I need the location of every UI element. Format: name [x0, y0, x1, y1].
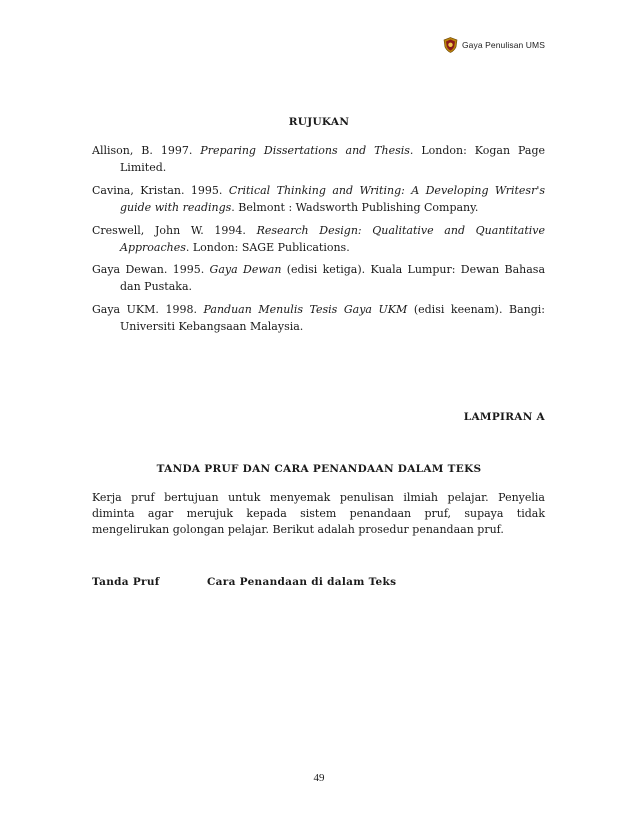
header-title: Gaya Penulisan UMS [461, 40, 545, 50]
page-header [443, 37, 545, 53]
reference-line: Gaya Dewan. 1995. Gaya Dewan (edisi ketiga). Kuala Lumpur: Dewan Bahasa [92, 263, 545, 276]
page-number: 49 [313, 772, 325, 784]
lampiran-title: TANDA PRUF DAN CARA PENANDAAN DALAM TEKS [156, 463, 482, 475]
reference-line: Allison, B. 1997. Preparing Dissertations and Thesis. London: Kogan Page [92, 144, 545, 157]
reference-continuation: Universiti Kebangsaan Malaysia. [120, 320, 304, 333]
reference-entry [92, 301, 545, 335]
paragraph-line: Kerja pruf bertujuan untuk menyemak penulisan ilmiah pelajar. Penyelia [92, 491, 545, 504]
intro-paragraph [92, 490, 545, 538]
reference-line: Gaya UKM. 1998. Panduan Menulis Tesis Gaya UKM (edisi keenam). Bangi: [92, 303, 545, 316]
reference-continuation: guide with readings. Belmont : Wadsworth Publishing Company. [120, 201, 479, 214]
lampiran-label: LAMPIRAN A [463, 411, 545, 423]
reference-entry [92, 182, 545, 216]
reference-entry [92, 261, 545, 295]
reference-entry [92, 142, 545, 176]
reference-continuation: dan Pustaka. [120, 280, 193, 293]
paragraph-line: mengelirukan golongan pelajar. Berikut adalah prosedur penandaan pruf. [92, 523, 504, 536]
reference-continuation: Approaches. London: SAGE Publications. [120, 241, 350, 254]
rujukan-heading: RUJUKAN [288, 116, 350, 128]
column-heading-tanda-pruf: Tanda Pruf [92, 576, 160, 588]
reference-line: Creswell, John W. 1994. Research Design: Qualitative and Quantitative [92, 224, 545, 237]
reference-line: Cavina, Kristan. 1995. Critical Thinking and Writing: A Developing Writesr's [92, 184, 546, 197]
paragraph-line: diminta agar merujuk kepada sistem penandaan pruf, supaya tidak [92, 507, 545, 520]
reference-continuation: Limited. [120, 161, 167, 174]
column-heading-cara-penandaan: Cara Penandaan di dalam Teks [207, 576, 397, 588]
ums-crest-icon [443, 37, 458, 53]
reference-entry [92, 222, 545, 256]
